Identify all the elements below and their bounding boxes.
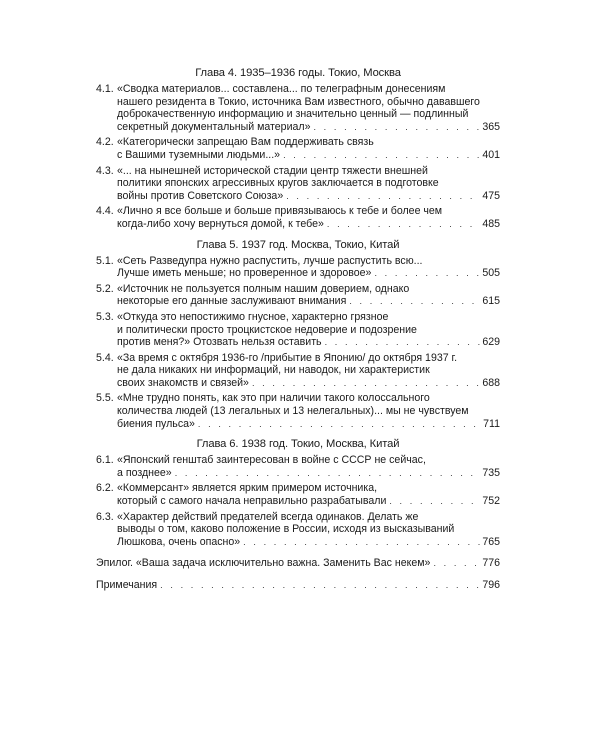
entry-line: «Сеть Разведупра нужно распустить, лучше распустить всю... xyxy=(117,254,423,267)
entry-line: «Японский генштаб заинтересован в войне с СССР не сейчас, xyxy=(117,454,426,467)
chapter-section xyxy=(96,238,500,431)
entry-text xyxy=(117,205,500,230)
entry-leader-line xyxy=(117,536,500,549)
dot-leader xyxy=(160,579,480,592)
entry-leader-line xyxy=(117,121,500,134)
epilogue-entry[interactable] xyxy=(96,557,500,570)
entry-title-text: Лучше иметь меньше; но проверенное и здоровое» xyxy=(117,267,372,280)
page-number: 796 xyxy=(482,579,500,591)
toc-entry[interactable] xyxy=(96,165,500,203)
toc-entry[interactable] xyxy=(96,83,500,133)
page-number: 629 xyxy=(482,336,500,349)
entry-line: количества людей (13 легальных и 13 нелегальных)... мы не чувствуем xyxy=(117,405,469,418)
entry-title-text: когда-либо хочу вернуться домой, к тебе» xyxy=(117,217,324,230)
dot-leader xyxy=(175,467,481,480)
notes-entry[interactable] xyxy=(96,579,500,592)
entry-number: 4.3. xyxy=(96,164,114,177)
toc-entry[interactable] xyxy=(96,454,500,479)
dot-leader xyxy=(286,190,480,203)
page-number: 365 xyxy=(482,120,500,133)
entry-leader-line xyxy=(117,190,500,203)
toc-entry[interactable] xyxy=(96,255,500,280)
dot-leader xyxy=(198,418,481,431)
entry-number: 6.3. xyxy=(96,510,114,523)
entry-text xyxy=(117,83,500,133)
entry-text xyxy=(117,511,500,549)
entry-number: 4.1. xyxy=(96,83,114,95)
toc-entry[interactable] xyxy=(96,511,500,549)
page-number: 485 xyxy=(482,217,500,230)
entry-leader-line xyxy=(117,495,500,508)
entry-leader-line xyxy=(117,149,500,162)
entry-leader-line xyxy=(117,295,500,308)
entry-title-text: который с самого начала неправильно разрабатывали xyxy=(117,495,387,508)
chapter-heading: Глава 4. 1935–1936 годы. Токио, Москва xyxy=(195,67,401,79)
notes-title-text: Примечания xyxy=(96,579,158,591)
entry-text xyxy=(117,165,500,203)
toc-entry[interactable] xyxy=(96,205,500,230)
toc-entry[interactable] xyxy=(96,352,500,390)
entry-leader-line xyxy=(117,418,500,431)
entry-number: 5.5. xyxy=(96,392,114,405)
entry-line: «Сводка материалов... составлена... по телеграфным донесениям xyxy=(117,83,446,95)
entry-title-text: Люшкова, очень опасно» xyxy=(117,535,241,548)
dot-leader xyxy=(283,149,480,162)
entry-text xyxy=(117,454,500,479)
entry-title-text: с Вашими туземными людьми...» xyxy=(117,148,281,161)
page-number: 401 xyxy=(482,148,500,161)
page-number: 752 xyxy=(482,495,500,508)
entry-text xyxy=(117,392,500,430)
entry-text xyxy=(117,482,500,507)
entry-line: «... на нынешней исторической стадии центр тяжести внешней xyxy=(117,164,428,177)
entry-line: «За время с октября 1936-го /прибытие в Японию/ до октября 1937 г. xyxy=(117,351,458,364)
entry-text xyxy=(117,311,500,349)
notes-leader-line xyxy=(96,579,500,592)
dot-leader xyxy=(349,295,480,308)
entry-title-text: против меня?» Отозвать нельзя оставить xyxy=(117,336,322,349)
entry-line: выводы о том, каково положение в России, исходя из высказываний xyxy=(117,523,455,536)
chapter-section xyxy=(96,437,500,548)
epilogue-title-text: Эпилог. «Ваша задача исключительно важна. Заменить Вас некем» xyxy=(96,557,431,570)
dot-leader xyxy=(433,557,480,570)
page-number: 776 xyxy=(482,557,500,570)
toc-entry[interactable] xyxy=(96,136,500,161)
entry-number: 6.2. xyxy=(96,482,114,495)
entry-leader-line xyxy=(117,377,500,390)
entry-line: «Коммерсант» является ярким примером источника, xyxy=(117,482,378,495)
toc-entry[interactable] xyxy=(96,311,500,349)
entry-line: «Лично я все больше и больше привязываюсь к тебе и более чем xyxy=(117,205,443,218)
entry-number: 6.1. xyxy=(96,454,114,467)
entry-title-text: своих знакомств и связей» xyxy=(117,376,249,389)
toc-page xyxy=(96,66,500,600)
dot-leader xyxy=(389,495,480,508)
dot-leader xyxy=(313,121,480,134)
entry-line: не дала никаких ни информаций, ни наводок, ни характеристик xyxy=(117,364,430,377)
entry-line: «Откуда это непостижимо гнусное, характерно грязное xyxy=(117,310,389,323)
entry-number: 4.2. xyxy=(96,136,114,149)
entry-title-text: а позднее» xyxy=(117,466,172,479)
entry-number: 5.2. xyxy=(96,282,114,295)
entry-number: 4.4. xyxy=(96,205,114,218)
entry-leader-line xyxy=(117,467,500,480)
page-number: 688 xyxy=(482,376,500,389)
entry-leader-line xyxy=(117,336,500,349)
entry-line: и политически просто троцкистское недоверие и подозрение xyxy=(117,323,417,336)
entry-number: 5.1. xyxy=(96,254,114,267)
toc-entry[interactable] xyxy=(96,482,500,507)
entry-title-text: секретный документальный материал» xyxy=(117,120,311,133)
dot-leader xyxy=(252,377,480,390)
epilogue-leader-line xyxy=(96,557,500,570)
entry-text xyxy=(117,255,500,280)
toc-entry[interactable] xyxy=(96,392,500,430)
dot-leader xyxy=(325,336,481,349)
entry-text xyxy=(117,283,500,308)
entry-line: «Источник не пользуется полным нашим доверием, однако xyxy=(117,282,410,295)
entry-line: «Мне трудно понять, как это при наличии такого колоссального xyxy=(117,392,430,405)
entry-title-text: некоторые его данные заслуживают внимания xyxy=(117,295,347,308)
chapter-heading: Глава 5. 1937 год. Москва, Токио, Китай xyxy=(196,238,400,251)
toc-entry[interactable] xyxy=(96,283,500,308)
dot-leader xyxy=(327,218,480,231)
page-number: 615 xyxy=(482,295,500,308)
entry-text xyxy=(117,352,500,390)
entry-line: нашего резидента в Токио, источника Вам известного, обычно дававшего xyxy=(117,95,480,108)
entry-number: 5.4. xyxy=(96,351,114,364)
page-number: 711 xyxy=(483,417,500,430)
page-number: 765 xyxy=(482,535,500,548)
page-number: 505 xyxy=(482,267,500,280)
chapter-section xyxy=(96,66,500,231)
entry-title-text: войны против Советского Союза» xyxy=(117,189,284,202)
entry-leader-line xyxy=(117,218,500,231)
dot-leader xyxy=(374,267,480,280)
entry-text xyxy=(117,136,500,161)
entry-title-text: биения пульса» xyxy=(117,417,195,430)
page-number: 735 xyxy=(482,466,500,479)
entry-leader-line xyxy=(117,267,500,280)
entry-line: политики японских агрессивных кругов заключается в подготовке xyxy=(117,177,439,190)
entry-number: 5.3. xyxy=(96,310,114,323)
dot-leader xyxy=(243,536,480,549)
entry-line: «Характер действий предателей всегда одинаков. Делать же xyxy=(117,510,419,523)
entry-line: доброкачественную информацию и значительно ценный — подлинный xyxy=(117,108,469,121)
page-number: 475 xyxy=(482,189,500,202)
chapter-heading: Глава 6. 1938 год. Токио, Москва, Китай xyxy=(196,438,400,451)
entry-line: «Категорически запрещаю Вам поддерживать связь xyxy=(117,136,374,149)
